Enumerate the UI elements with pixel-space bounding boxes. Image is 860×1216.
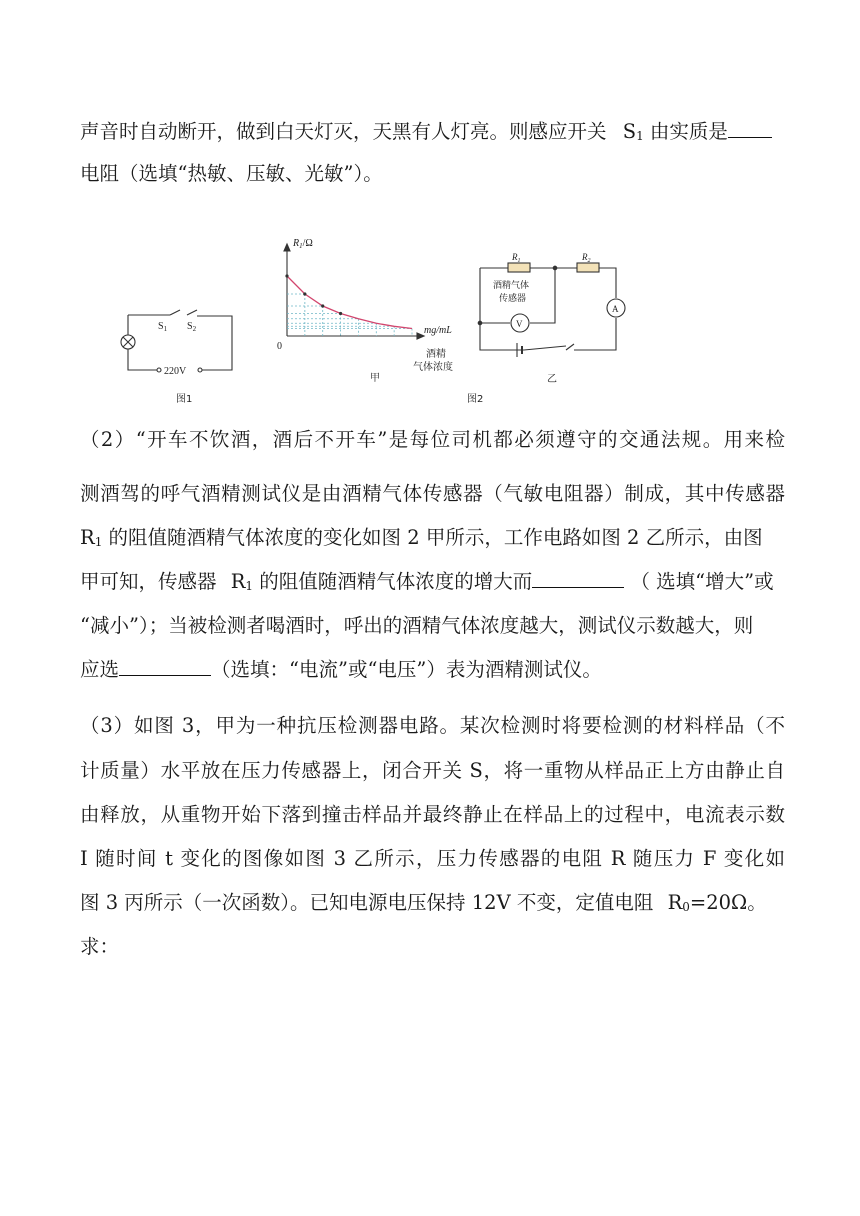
text-segment: 甲可知，传感器 [80,570,217,593]
text-segment: （ 选填“增大”或 [630,570,774,593]
yi-wire [574,318,616,350]
figure2-jia-x-label: mg/mL [424,325,452,336]
data-point [303,292,306,295]
answer-blank[interactable] [119,655,211,676]
figure2-jia-caption: 甲 [370,373,380,384]
para3-line4: I 随时间 t 变化的图像如图 3 乙所示，压力传感器的电阻 R 随压力 F 变化如 [80,847,785,870]
subscript: 0 [682,900,690,914]
data-point [339,312,342,315]
figure2-jia-axes [284,244,424,339]
yi-wire [530,268,555,323]
subscript: 1 [94,535,103,549]
subscript: 1 [636,129,644,143]
text-segment: 应选 [80,658,120,681]
figure2-jia-origin: 0 [277,341,282,352]
yi-sensor-label-2: 传感器 [499,294,527,304]
figure2-caption: 图2 [467,394,484,405]
y-axis-arrow [284,244,290,251]
resistor-r1 [508,263,530,272]
yi-r2-label: $R_2$ [582,252,591,264]
figure1-voltage-label: 220V [164,366,187,377]
x-axis-arrow [417,333,424,339]
figure2-jia-curve [287,276,412,329]
yi-ammeter-label: A [612,304,619,314]
figures-area [0,232,860,412]
para2-line1: （2）“开车不饮酒，酒后不开车”是每位司机都必须遵守的交通法规。用来检 [80,428,785,451]
answer-blank[interactable] [728,117,772,138]
para1-line1 [80,116,785,144]
resistor-r2 [577,263,599,272]
switch-s2-blade [187,310,197,315]
text-segment: 的阻值随酒精气体浓度的变化如图 2 甲所示，工作电路如图 2 乙所示，由图 [108,526,763,549]
para3-line6: 求： [80,935,120,958]
figure2-jia-y-label: $R_1/\Omega$ [293,238,313,250]
para2-line6 [80,654,785,682]
yi-voltmeter-label: V [516,319,523,329]
symbol-R: R [230,570,246,593]
subscript: 1 [245,579,254,593]
figure1-caption: 图1 [176,394,193,405]
figure1-wire [197,316,232,370]
yi-sensor-label-1: 酒精气体 [493,281,530,291]
answer-blank[interactable] [532,567,624,588]
text-segment: =20Ω。 [689,891,767,914]
yi-wire [599,268,616,298]
figure2-jia-x-name-2: 气体浓度 [413,362,453,373]
switch-s1-blade [170,310,180,315]
switch-symbol: S [622,120,637,143]
para2-line2: 测酒驾的呼气酒精测试仪是由酒精气体传感器（气敏电阻器）制成，其中传感器 [80,482,785,505]
text-segment: 声音时自动断开，做到白天灯灭，天黑有人灯亮。则感应开关 [80,120,607,143]
text-segment: 图 3 丙所示（一次函数）。已知电源电压保持 12V 不变，定值电阻 [80,891,654,914]
figure1-s1-label: $S_1$ [158,321,168,333]
text-segment: （选填：“电流”或“电压”）表为酒精测试仪。 [211,658,602,681]
figure2-jia-grid [287,276,412,336]
terminal [198,368,202,372]
para3-line1: （3）如图 3，甲为一种抗压检测器电路。某次检测时将要检测的材料样品（不 [80,714,785,737]
symbol-R: R [667,891,683,914]
para3-line2: 计质量）水平放在压力传感器上，闭合开关 S，将一重物从样品正上方由静止自 [80,759,785,782]
para2-line5: “减小”）；当被检测者喝酒时，呼出的酒精气体浓度越大，测试仪示数越大，则 [80,614,754,637]
para2-line3 [80,522,785,550]
figure2-jia-points [285,274,342,315]
terminal [157,368,161,372]
para1-line2: 电阻（选填“热敏、压敏、光敏”）。 [80,162,383,185]
text-segment: 的阻值随酒精气体浓度的增大而 [259,570,533,593]
para2-line4 [80,566,785,594]
text-segment: 由实质是 [649,120,728,143]
figure1-circuit [121,310,232,372]
data-point [285,274,288,277]
figure2-jia-x-name-1: 酒精 [426,349,446,360]
symbol-R: R [80,526,95,549]
switch-blade [566,344,574,350]
figure2-yi-circuit [478,263,625,357]
figure1-s2-label: $S_2$ [187,321,197,333]
yi-r1-label: $R_1$ [512,252,521,264]
para3-line3: 由释放，从重物开始下落到撞击样品并最终静止在样品上的过程中，电流表示数 [80,803,785,826]
para3-line5 [80,887,785,915]
data-point [321,304,324,307]
yi-caption: 乙 [547,374,557,385]
